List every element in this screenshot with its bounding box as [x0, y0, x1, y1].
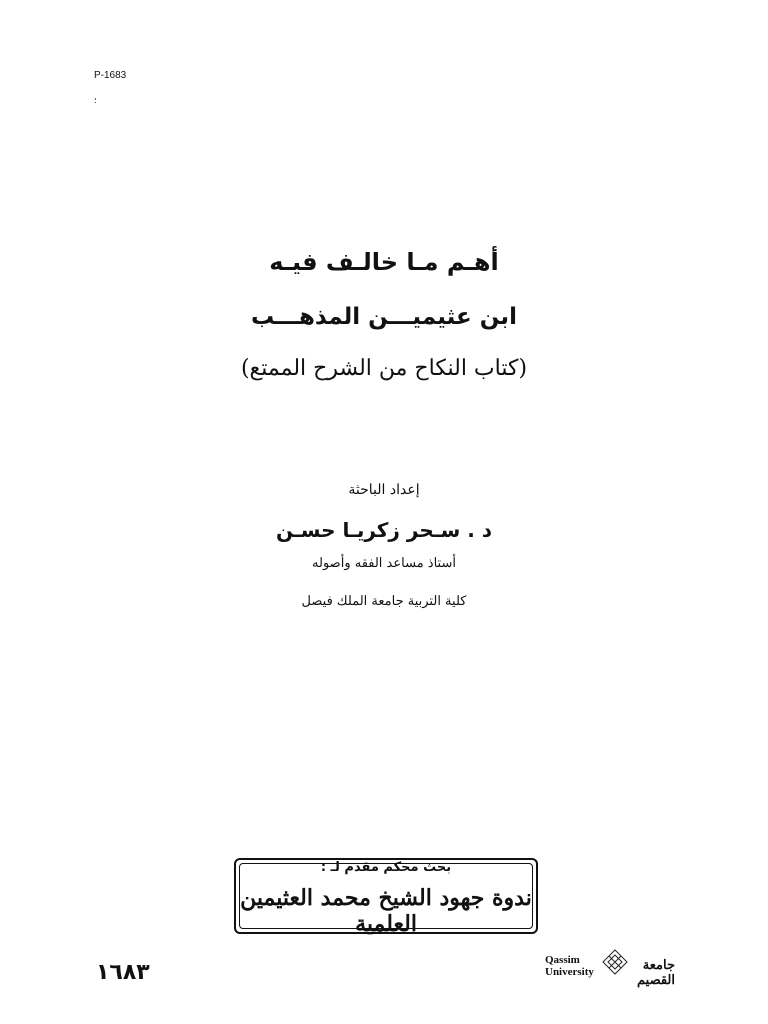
- header-mark: ؛: [94, 96, 97, 105]
- document-code: P-1683: [94, 70, 127, 81]
- symposium-heading: بحث محكم مقدم لـ :: [320, 860, 452, 875]
- university-emblem-icon: [601, 948, 629, 976]
- page-number: ١٦٨٣: [96, 960, 150, 985]
- title-line-1: أهـم مـا خالـف فيـه: [269, 248, 499, 276]
- university-name-en-line1: Qassim: [545, 954, 580, 966]
- author-position: أستاذ مساعد الفقه وأصوله: [312, 556, 456, 571]
- university-name-en: [545, 954, 594, 978]
- university-name-ar: جامعة القصيم: [637, 958, 675, 988]
- university-logo: [545, 944, 675, 990]
- author-name: د . سـحر زكريـا حسـن: [275, 518, 493, 542]
- title-line-3: (كتاب النكاح من الشرح الممتع): [240, 356, 528, 381]
- title-line-2: ابن عثيميـــن المذهـــب: [251, 304, 517, 330]
- prepared-by-label: إعداد الباحثة: [348, 482, 420, 498]
- university-name-en-line2: University: [545, 966, 594, 978]
- symposium-name: ندوة جهود الشيخ محمد العثيمين العلمية: [240, 885, 532, 937]
- author-affiliation: كلية التربية جامعة الملك فيصل: [301, 594, 467, 609]
